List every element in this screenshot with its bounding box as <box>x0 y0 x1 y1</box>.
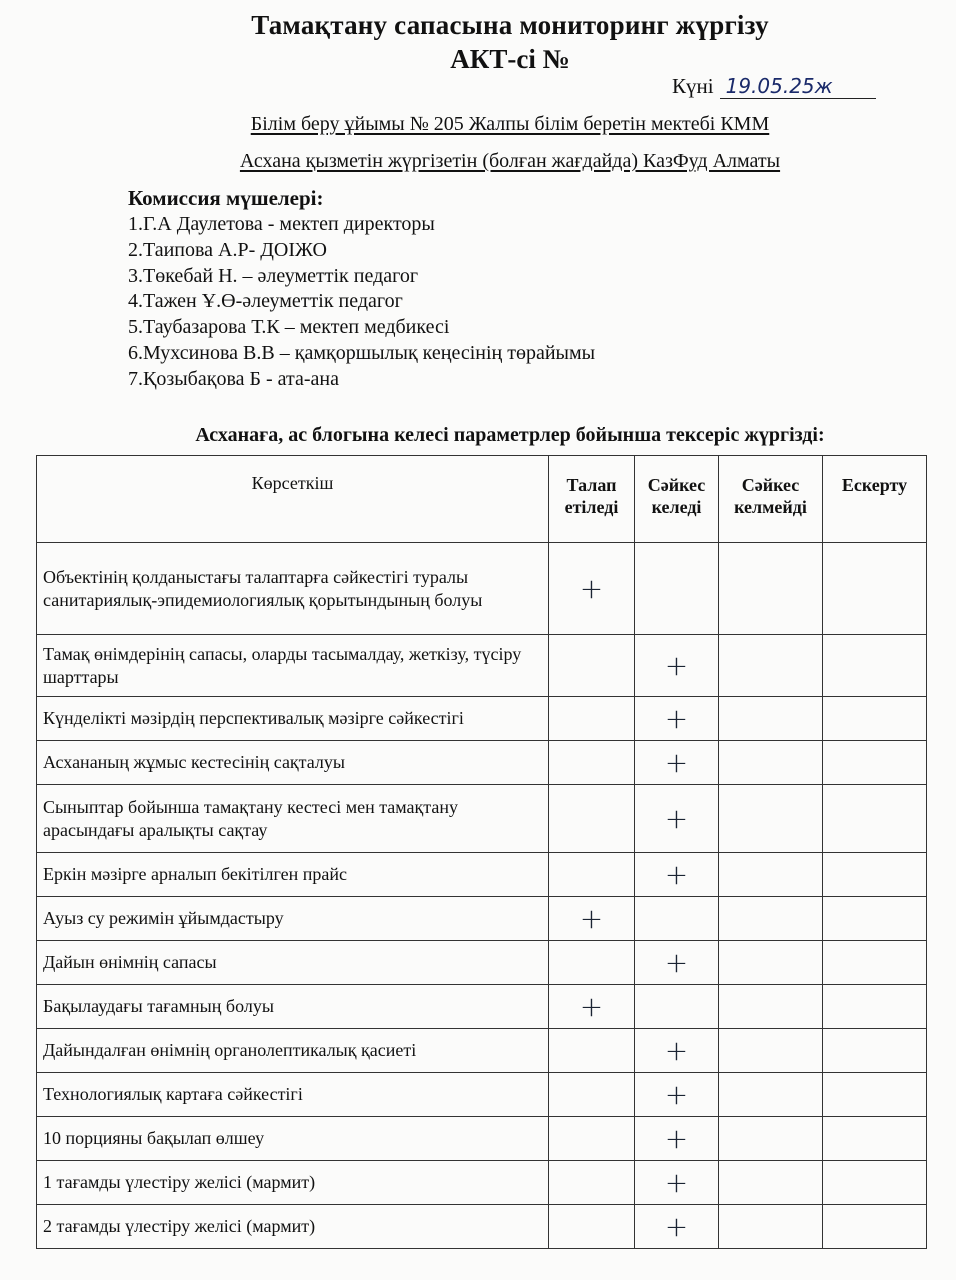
commission-member: 7.Қозыбақова Б - ата-ана <box>128 367 339 390</box>
table-row <box>37 1117 927 1161</box>
handwritten-plus-mark: + <box>664 745 689 779</box>
mark-cell <box>719 985 823 1029</box>
mark-cell <box>823 635 927 697</box>
column-header-compliant: Сәйкес келеді <box>635 456 719 543</box>
document-title: Тамақтану сапасына мониторинг жүргізу <box>251 10 769 40</box>
date-handwritten-value: 19.05.25ж <box>720 74 876 99</box>
handwritten-plus-mark: + <box>579 901 604 935</box>
indicator-cell: Ауыз су режимін ұйымдастыру <box>37 897 549 941</box>
indicator-cell: Дайын өнімнің сапасы <box>37 941 549 985</box>
handwritten-plus-mark: + <box>664 945 689 979</box>
mark-cell <box>635 1161 719 1205</box>
table-row <box>37 1161 927 1205</box>
inspection-table <box>36 455 927 1249</box>
mark-cell <box>635 741 719 785</box>
mark-cell <box>635 697 719 741</box>
table-row <box>37 785 927 853</box>
table-row <box>37 635 927 697</box>
table-row <box>37 941 927 985</box>
mark-cell <box>549 635 635 697</box>
mark-cell <box>823 853 927 897</box>
commission-member: 5.Таубазарова Т.К – мектеп медбикесі <box>128 316 450 339</box>
indicator-cell: Асхананың жұмыс кестесінің сақталуы <box>37 741 549 785</box>
commission-member: 1.Г.А Даулетова - мектеп директоры <box>128 213 435 235</box>
mark-cell <box>635 1073 719 1117</box>
handwritten-plus-mark: + <box>664 801 689 835</box>
mark-cell <box>635 1029 719 1073</box>
mark-cell <box>823 1205 927 1249</box>
indicator-cell: Технологиялық картаға сәйкестігі <box>37 1073 549 1117</box>
indicator-cell: Бақылаудағы тағамның болуы <box>37 985 549 1029</box>
table-row <box>37 1029 927 1073</box>
commission-member: 4.Тажен Ұ.Ө-әлеуметтік педагог <box>128 290 403 313</box>
canteen-line <box>0 150 956 173</box>
commission-members-list <box>128 212 595 393</box>
mark-cell <box>823 1161 927 1205</box>
table-row <box>37 897 927 941</box>
indicator-cell: Тамақ өнімдерінің сапасы, оларды тасымалдау, жеткізу, түсіру шарттары <box>37 635 549 697</box>
mark-cell <box>549 985 635 1029</box>
table-row <box>37 697 927 741</box>
date-field <box>672 74 876 99</box>
handwritten-plus-mark: + <box>664 648 689 682</box>
handwritten-plus-mark: + <box>664 1033 689 1067</box>
mark-cell <box>719 741 823 785</box>
mark-cell <box>719 543 823 635</box>
indicator-cell: Еркін мәзірге арналып бекітілген прайс <box>37 853 549 897</box>
table-header-row <box>37 456 927 543</box>
mark-cell <box>635 785 719 853</box>
mark-cell <box>549 1117 635 1161</box>
mark-cell <box>719 1161 823 1205</box>
organization-line <box>0 113 956 136</box>
commission-member: 2.Таипова А.Р- ДОІЖО <box>128 238 327 261</box>
organization-name: Білім беру ұйымы № 205 Жалпы білім беретін мектебі КММ <box>250 113 770 135</box>
mark-cell <box>549 1029 635 1073</box>
column-header-required: Талап етіледі <box>549 456 635 543</box>
act-number-title: АКТ-сі № <box>450 44 570 74</box>
mark-cell <box>635 897 719 941</box>
table-row <box>37 1073 927 1117</box>
canteen-operator: Асхана қызметін жүргізетін (болған жағдайда) КазФуд Алматы <box>239 150 781 172</box>
mark-cell <box>823 941 927 985</box>
mark-cell <box>823 543 927 635</box>
table-row <box>37 741 927 785</box>
indicator-cell: Сыныптар бойынша тамақтану кестесі мен тамақтану арасындағы аралықты сақтау <box>37 785 549 853</box>
column-header-non-compliant: Сәйкес келмейді <box>719 456 823 543</box>
commission-member: 6.Мухсинова В.В – қамқоршылық кеңесінің төрайымы <box>128 341 596 364</box>
mark-cell <box>719 941 823 985</box>
mark-cell <box>635 635 719 697</box>
mark-cell <box>823 785 927 853</box>
mark-cell <box>823 1073 927 1117</box>
handwritten-plus-mark: + <box>579 571 604 605</box>
indicator-cell: 2 тағамды үлестіру желісі (мармит) <box>37 1205 549 1249</box>
mark-cell <box>549 1073 635 1117</box>
mark-cell <box>635 985 719 1029</box>
mark-cell <box>549 741 635 785</box>
column-header-note: Ескерту <box>823 456 927 543</box>
mark-cell <box>549 1205 635 1249</box>
mark-cell <box>635 1117 719 1161</box>
commission-member: 3.Төкебай Н. – әлеуметтік педагог <box>128 264 419 287</box>
handwritten-plus-mark: + <box>664 1077 689 1111</box>
table-row <box>37 853 927 897</box>
mark-cell <box>719 1205 823 1249</box>
handwritten-plus-mark: + <box>664 1165 689 1199</box>
mark-cell <box>549 785 635 853</box>
mark-cell <box>823 1029 927 1073</box>
mark-cell <box>549 897 635 941</box>
mark-cell <box>719 1117 823 1161</box>
mark-cell <box>823 897 927 941</box>
mark-cell <box>823 1117 927 1161</box>
mark-cell <box>823 741 927 785</box>
column-header-indicator: Көрсеткіш <box>37 456 549 543</box>
mark-cell <box>719 697 823 741</box>
mark-cell <box>635 853 719 897</box>
mark-cell <box>719 785 823 853</box>
mark-cell <box>719 897 823 941</box>
indicator-cell: Күнделікті мәзірдің перспективалық мәзірге сәйкестігі <box>37 697 549 741</box>
indicator-cell: Дайындалған өнімнің органолептикалық қасиеті <box>37 1029 549 1073</box>
handwritten-plus-mark: + <box>664 1209 689 1243</box>
mark-cell <box>635 1205 719 1249</box>
mark-cell <box>719 635 823 697</box>
table-row <box>37 543 927 635</box>
mark-cell <box>549 697 635 741</box>
mark-cell <box>719 1073 823 1117</box>
handwritten-plus-mark: + <box>664 701 689 735</box>
table-row <box>37 985 927 1029</box>
date-label: Күні <box>672 74 714 98</box>
table-row <box>37 1205 927 1249</box>
indicator-cell: 1 тағамды үлестіру желісі (мармит) <box>37 1161 549 1205</box>
mark-cell <box>549 1161 635 1205</box>
mark-cell <box>719 1029 823 1073</box>
handwritten-plus-mark: + <box>664 1121 689 1155</box>
indicator-cell: Объектінің қолданыстағы талаптарға сәйкестігі туралы санитариялық-эпидемиологиялық қорытындының болуы <box>37 543 549 635</box>
indicator-cell: 10 порцияны бақылап өлшеу <box>37 1117 549 1161</box>
mark-cell <box>635 941 719 985</box>
commission-heading: Комиссия мүшелері: <box>128 186 324 210</box>
mark-cell <box>719 853 823 897</box>
mark-cell <box>549 543 635 635</box>
parameters-heading: Асханаға, ас блогына келесі параметрлер бойынша тексеріс жүргізді: <box>195 424 825 446</box>
handwritten-plus-mark: + <box>579 989 604 1023</box>
mark-cell <box>823 697 927 741</box>
handwritten-plus-mark: + <box>664 857 689 891</box>
mark-cell <box>635 543 719 635</box>
mark-cell <box>549 853 635 897</box>
mark-cell <box>549 941 635 985</box>
mark-cell <box>823 985 927 1029</box>
